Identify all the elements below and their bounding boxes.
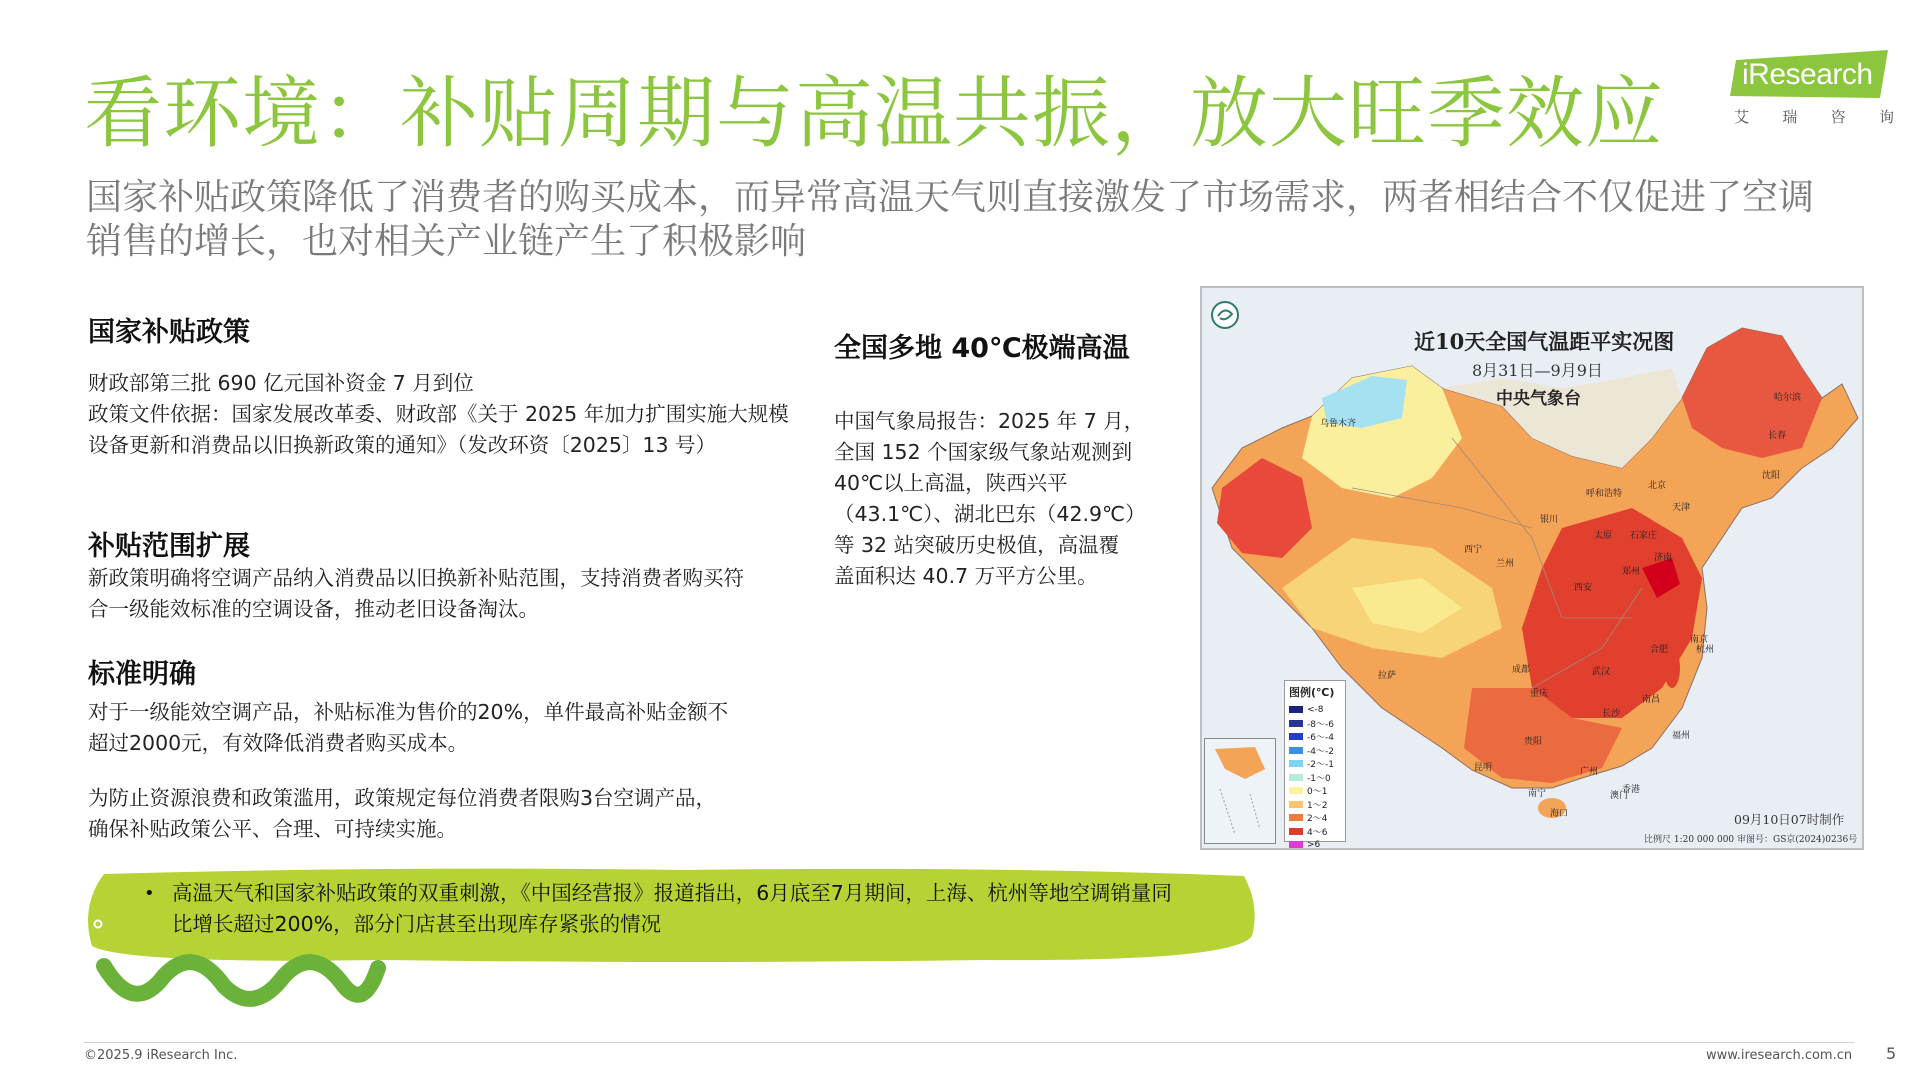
legend-item: [1289, 811, 1341, 825]
city-label: 石家庄: [1630, 531, 1658, 541]
body-line: 等 32 站突破历史极值，高温覆: [834, 533, 1120, 557]
legend-swatch: [1289, 760, 1303, 767]
logo-chinese-name: [1734, 106, 1894, 127]
callout-line: 高温天气和国家补贴政策的双重刺激，《中国经营报》报道指出，6月底至7月期间，上海、杭州等地空调销量同: [172, 881, 1172, 905]
callout-ring-icon: [92, 918, 104, 930]
legend-label: -8～-6: [1307, 719, 1334, 730]
city-label: 长春: [1768, 431, 1787, 441]
body-line: （43.1℃）、湖北巴东（42.9℃）: [834, 502, 1146, 526]
map-organization: 中央气象台: [1496, 389, 1581, 409]
city-label: 贵阳: [1524, 737, 1543, 747]
legend-swatch: [1289, 841, 1303, 848]
city-label: 西安: [1574, 583, 1593, 593]
callout-line: 比增长超过200%，部分门店甚至出现库存紧张的情况: [172, 912, 662, 936]
city-label: 南京: [1690, 635, 1709, 645]
section-body-subsidy-policy: [88, 368, 789, 461]
city-label: 合肥: [1650, 645, 1669, 655]
city-label: 广州: [1580, 767, 1599, 777]
footer-divider: [84, 1042, 1854, 1043]
legend-item: [1289, 771, 1341, 785]
legend-label: 0～1: [1307, 787, 1328, 798]
body-line: 对于一级能效空调产品，补贴标准为售价的20%，单件最高补贴金额不: [88, 700, 729, 724]
city-label: 重庆: [1530, 689, 1549, 699]
green-squiggle-decoration: [94, 950, 386, 1012]
city-label: 郑州: [1622, 567, 1641, 577]
legend-swatch: [1289, 828, 1303, 835]
city-label: 武汉: [1592, 667, 1611, 677]
city-label: 太原: [1594, 531, 1613, 541]
map-legend: [1284, 680, 1346, 850]
city-label: 济南: [1654, 553, 1673, 563]
legend-swatch: [1289, 747, 1303, 754]
legend-label: >6: [1307, 839, 1321, 850]
legend-label: 1～2: [1307, 800, 1328, 811]
city-label: 银川: [1540, 515, 1559, 525]
city-label: 福州: [1672, 731, 1691, 741]
city-label: 哈尔滨: [1774, 393, 1802, 403]
map-made-time: 09月10日07时制作: [1734, 812, 1845, 827]
city-label: 南昌: [1642, 695, 1661, 705]
callout-bullet-icon: •: [144, 883, 155, 904]
city-label: 香港: [1622, 785, 1641, 795]
city-label: 海口: [1550, 809, 1569, 819]
inset-map-graphic: [1205, 739, 1277, 845]
city-label: 拉萨: [1378, 671, 1397, 681]
legend-swatch: [1289, 720, 1303, 727]
city-label: 北京: [1648, 481, 1667, 491]
city-label: 杭州: [1696, 645, 1715, 655]
map-date-range: 8月31日—9月9日: [1472, 361, 1603, 380]
logo-char: 瑞: [1782, 108, 1798, 126]
body-line: 全国 152 个国家级气象站观测到: [834, 440, 1133, 464]
body-line: 超过2000元，有效降低消费者购买成本。: [88, 731, 469, 755]
legend-swatch: [1289, 733, 1303, 740]
legend-swatch: [1289, 801, 1303, 808]
cma-emblem-icon: [1210, 300, 1240, 330]
map-title: 近10天全国气温距平实况图: [1414, 329, 1675, 354]
city-label: 沈阳: [1762, 471, 1781, 481]
body-line: 盖面积达 40.7 万平方公里。: [834, 564, 1098, 588]
body-line: 为防止资源浪费和政策滥用，政策规定每位消费者限购3台空调产品，: [88, 786, 717, 810]
iresearch-logo: [1724, 50, 1894, 130]
page-title: 看环境：补贴周期与高温共振，放大旺季效应: [84, 69, 1665, 159]
section-body-clear-standard: [88, 697, 728, 759]
city-label: 呼和浩特: [1586, 489, 1623, 499]
legend-swatch: [1289, 706, 1303, 713]
heat-heading: 全国多地 40℃极端高温: [834, 333, 1130, 364]
logo-char: 咨: [1830, 108, 1846, 126]
city-label: 澳门: [1610, 791, 1629, 801]
city-label: 乌鲁木齐: [1320, 419, 1357, 429]
body-line: 确保补贴政策公平、合理、可持续实施。: [88, 817, 457, 841]
section-body-scope-expansion: [88, 563, 744, 625]
body-line: 政策文件依据：国家发展改革委、财政部《关于 2025 年加力扩围实施大规模: [88, 402, 789, 426]
legend-item: [1289, 825, 1341, 839]
body-line: 新政策明确将空调产品纳入消费品以旧换新补贴范围，支持消费者购买符: [88, 566, 744, 590]
legend-title: 图例(℃): [1289, 686, 1335, 699]
legend-label: -4～-2: [1307, 746, 1334, 757]
callout-text: [172, 878, 1172, 940]
legend-swatch: [1289, 787, 1303, 794]
city-label: 天津: [1672, 503, 1691, 513]
south-china-sea-inset: [1204, 738, 1276, 844]
legend-item: [1289, 838, 1341, 850]
legend-label: 2～4: [1307, 814, 1328, 825]
section-body-purchase-limit: [88, 783, 716, 845]
logo-brand-text: iResearch: [1742, 58, 1873, 91]
city-label: 成都: [1512, 665, 1531, 675]
legend-item: [1289, 757, 1341, 771]
city-label: 南宁: [1528, 789, 1547, 799]
body-line: 设备更新和消费品以旧换新政策的通知》（发改环资〔2025〕13 号）: [88, 433, 717, 457]
body-line: 40℃以上高温，陕西兴平: [834, 471, 1068, 495]
legend-item: [1289, 784, 1341, 798]
legend-item: [1289, 730, 1341, 744]
legend-swatch: [1289, 814, 1303, 821]
legend-item: [1289, 703, 1341, 717]
body-line: 财政部第三批 690 亿元国补资金 7 月到位: [88, 371, 474, 395]
section-heading-subsidy-policy: 国家补贴政策: [88, 317, 250, 348]
legend-label: <-8: [1307, 704, 1324, 715]
legend-label: 4～6: [1307, 827, 1328, 838]
subtitle-line: 国家补贴政策降低了消费者的购买成本，而异常高温天气则直接激发了市场需求，两者相结合不仅促进了空调: [86, 177, 1815, 218]
city-label: 昆明: [1474, 763, 1493, 773]
body-line: 合一级能效标准的空调设备，推动老旧设备淘汰。: [88, 597, 539, 621]
heat-body: [834, 406, 1146, 592]
section-heading-clear-standard: 标准明确: [88, 659, 196, 690]
logo-char: 询: [1878, 108, 1894, 126]
legend-swatch: [1289, 774, 1303, 781]
legend-item: [1289, 744, 1341, 758]
body-line: 中国气象局报告：2025 年 7 月，: [834, 409, 1145, 433]
legend-label: -1～0: [1307, 773, 1331, 784]
page-subtitle: [86, 176, 1846, 264]
temperature-anomaly-map: [1200, 286, 1864, 850]
section-heading-scope-expansion: 补贴范围扩展: [88, 531, 250, 562]
subtitle-line: 销售的增长，也对相关产业链产生了积极影响: [86, 221, 807, 262]
logo-char: 艾: [1734, 108, 1750, 126]
legend-label: -2～-1: [1307, 760, 1334, 771]
city-label: 西宁: [1464, 545, 1483, 555]
legend-item: [1289, 717, 1341, 731]
map-scale: 比例尺 1:20 000 000 审图号：GS京(2024)0236号: [1644, 835, 1858, 845]
legend-label: -6～-4: [1307, 733, 1334, 744]
city-label: 长沙: [1602, 709, 1621, 719]
footer-copyright: ©2025.9 iResearch Inc.: [84, 1048, 238, 1063]
page-number: 5: [1886, 1044, 1897, 1063]
city-label: 兰州: [1496, 559, 1515, 569]
legend-item: [1289, 798, 1341, 812]
footer-url[interactable]: www.iresearch.com.cn: [1706, 1048, 1853, 1063]
